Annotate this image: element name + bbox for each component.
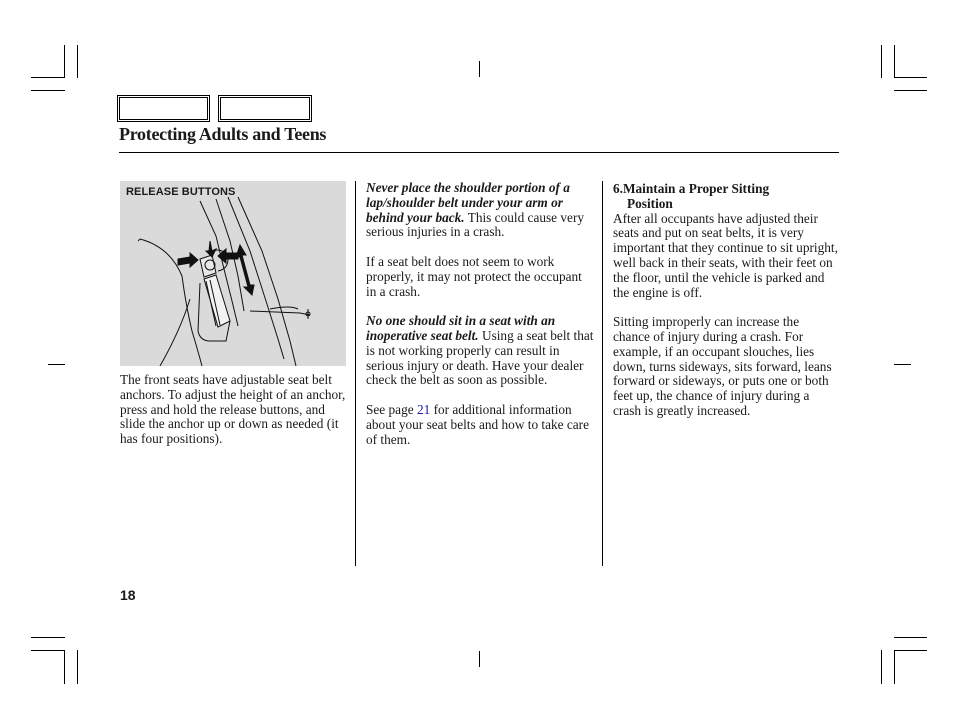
figure-label: RELEASE BUTTONS [126, 186, 236, 198]
warning-shoulder-belt [366, 181, 594, 240]
warning-shoulder-belt-text: This could cause very serious injuries in a crash. [366, 209, 585, 240]
crop-mark-bottom-center [479, 651, 480, 667]
column-divider-1 [355, 181, 356, 566]
crop-mark-bottom-left-v2 [77, 650, 78, 684]
section-heading-line-2: Position [627, 195, 673, 211]
crop-mark-top-left-v2 [77, 45, 78, 78]
warning-inoperative-belt-text: Using a seat belt that is not working properly can result in serious injury or death. Have your dealer check the belt as soon as possible. [366, 327, 594, 388]
anchor-adjustment-paragraph: The front seats have adjustable seat belt anchors. To adjust the height of an anchor, press and hold the release buttons, and slide the anchor up or down as needed (it has four positions). [120, 372, 346, 447]
see-page-paragraph [366, 403, 594, 447]
crop-mark-bottom-right-h2 [894, 650, 927, 651]
crop-mark-bottom-left-h2 [31, 650, 65, 651]
seat-belt-not-working-paragraph: If a seat belt does not seem to work properly, it may not protect the occupant in a crash. [366, 253, 582, 299]
column-3-text [613, 182, 839, 434]
column-divider-2 [602, 181, 603, 566]
page-21-link[interactable]: 21 [416, 401, 431, 417]
crop-mark-top-right-h [894, 77, 927, 78]
crop-mark-bottom-right-v2 [894, 650, 895, 684]
column-2-text [366, 181, 594, 462]
see-page-prefix: See page [366, 401, 417, 417]
sitting-upright-paragraph: After all occupants have adjusted their seats and put on seat belts, it is very important that they continue to sit upright, well back in their seats, with their feet on the floor, until the vehicle is parked and the engine is off. [613, 210, 838, 300]
crop-mark-bottom-left-h [31, 637, 65, 638]
nav-tab-box-2[interactable] [218, 95, 312, 122]
crop-mark-top-center [479, 61, 480, 77]
warning-shoulder-belt-bold: Never place the shoulder portion of a lap/shoulder belt under your arm or behind your back. [366, 180, 570, 225]
warning-inoperative-belt-bold: No one should sit in a seat with an inoperative seat belt. [366, 313, 556, 343]
section-heading [613, 182, 839, 212]
crop-mark-top-right-v2 [894, 45, 895, 78]
page-title: Protecting Adults and Teens [119, 124, 327, 144]
crop-mark-right-middle [894, 364, 911, 365]
crop-mark-top-left-h [31, 77, 65, 78]
see-page-suffix: for additional information about your seat belts and how to take care of them. [366, 401, 590, 447]
crop-mark-top-right-v [881, 45, 882, 78]
crop-mark-bottom-right-h [894, 637, 927, 638]
nav-tab-box-1[interactable] [117, 95, 210, 122]
seat-belt-anchor-drawing [120, 181, 346, 366]
crop-mark-bottom-left-v [64, 650, 65, 684]
crop-mark-left-middle [48, 364, 65, 365]
warning-inoperative-belt [366, 314, 594, 388]
section-heading-line-1: 6.Maintain a Proper Sitting [613, 181, 770, 196]
crop-mark-top-left-v [64, 45, 65, 78]
column-1-text [120, 373, 348, 462]
crop-mark-top-left-h2 [31, 90, 65, 91]
title-rule [119, 152, 839, 153]
crop-mark-bottom-right-v [881, 650, 882, 684]
sitting-improperly-paragraph: Sitting improperly can increase the chance of injury during a crash. For example, if an occupant slouches, lies down, turns sideways, sits forward, leans forward or sideways, or puts one or both feet up, the chance of injury during a crash is greatly increased. [613, 314, 832, 418]
page-number: 18 [120, 587, 136, 603]
seat-belt-anchor-illustration [120, 181, 346, 366]
crop-mark-top-right-h2 [894, 90, 927, 91]
